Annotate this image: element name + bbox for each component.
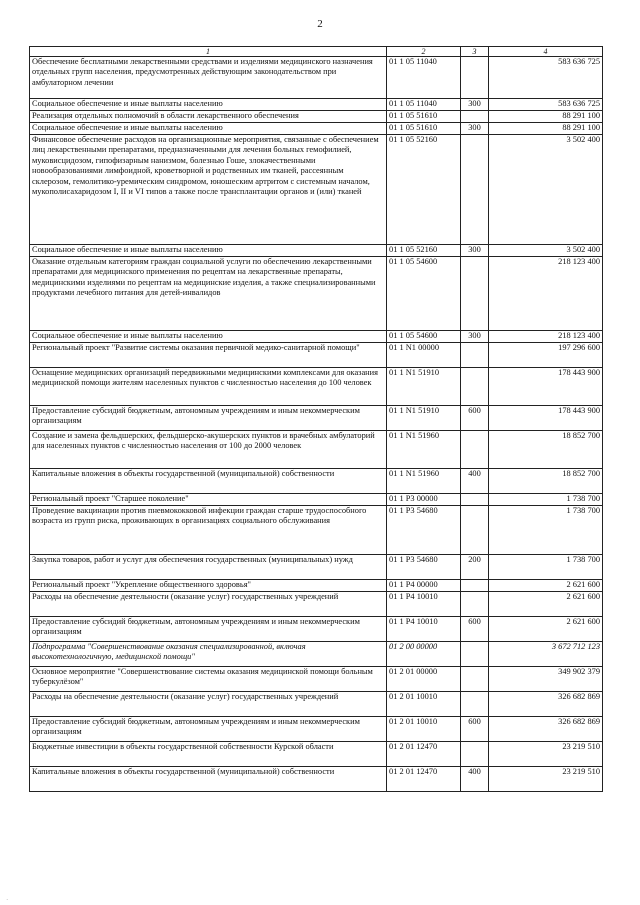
row-amount-cell: 3 502 400 xyxy=(489,135,603,245)
row-name-cell: Социальное обеспечение и иные выплаты населению xyxy=(30,123,387,135)
table-row xyxy=(30,343,603,368)
row-type-cell xyxy=(461,667,489,692)
table-row xyxy=(30,767,603,792)
row-code-cell: 01 1 P3 00000 xyxy=(387,494,461,506)
row-type-cell: 400 xyxy=(461,469,489,494)
row-code-cell: 01 2 01 00000 xyxy=(387,667,461,692)
row-type-cell: 300 xyxy=(461,123,489,135)
row-name-cell: Предоставление субсидий бюджетным, автономным учреждениям и иным некоммерческим организациям xyxy=(30,617,387,642)
budget-table-body xyxy=(30,47,603,792)
row-name-cell: Предоставление субсидий бюджетным, автономным учреждениям и иным некоммерческим организациям xyxy=(30,717,387,742)
row-code-cell: 01 1 05 54600 xyxy=(387,331,461,343)
row-name-cell: Основное мероприятие "Совершенствование системы оказания медицинской помощи больным туберкулёзом" xyxy=(30,667,387,692)
row-amount-cell: 218 123 400 xyxy=(489,331,603,343)
row-amount-cell: 2 621 600 xyxy=(489,617,603,642)
row-amount-cell: 218 123 400 xyxy=(489,257,603,331)
row-amount-cell: 3 672 712 123 xyxy=(489,642,603,667)
row-amount-cell: 23 219 510 xyxy=(489,742,603,767)
table-row xyxy=(30,717,603,742)
row-type-cell xyxy=(461,642,489,667)
row-name-cell: Бюджетные инвестиции в объекты государственной собственности Курской области xyxy=(30,742,387,767)
table-row xyxy=(30,111,603,123)
row-amount-cell: 18 852 700 xyxy=(489,431,603,469)
row-amount-cell: 88 291 100 xyxy=(489,123,603,135)
row-type-cell: 600 xyxy=(461,617,489,642)
budget-table xyxy=(29,46,603,792)
row-name-cell: Обеспечение бесплатными лекарственными средствами и изделиями медицинского назначения отдельных групп населения, предусмотренных действующим законодательством при амбулаторном лечении xyxy=(30,57,387,99)
row-code-cell: 01 1 05 54600 xyxy=(387,257,461,331)
row-amount-cell: 583 636 725 xyxy=(489,99,603,111)
row-code-cell: 01 1 P3 54680 xyxy=(387,506,461,555)
row-name-cell: Региональный проект "Старшее поколение" xyxy=(30,494,387,506)
page-number: 2 xyxy=(317,18,323,30)
row-name-cell: Реализация отдельных полномочий в области лекарственного обеспечения xyxy=(30,111,387,123)
row-amount-cell: 2 621 600 xyxy=(489,580,603,592)
row-type-cell xyxy=(461,494,489,506)
row-type-cell: 300 xyxy=(461,99,489,111)
row-code-cell: 01 1 N1 51910 xyxy=(387,368,461,406)
row-type-cell: 600 xyxy=(461,406,489,431)
row-amount-cell: 197 296 600 xyxy=(489,343,603,368)
table-row xyxy=(30,555,603,580)
row-name-cell: Проведение вакцинации против пневмококковой инфекции граждан старше трудоспособного возраста из групп риска, проживающих в организациях социального обслуживания xyxy=(30,506,387,555)
row-code-cell: 01 1 05 52160 xyxy=(387,245,461,257)
row-type-cell: 200 xyxy=(461,555,489,580)
row-amount-cell: 1 738 700 xyxy=(489,506,603,555)
header-col-2: 2 xyxy=(387,47,461,57)
row-type-cell xyxy=(461,431,489,469)
table-row xyxy=(30,123,603,135)
header-col-4: 4 xyxy=(489,47,603,57)
row-amount-cell: 1 738 700 xyxy=(489,555,603,580)
table-row xyxy=(30,368,603,406)
row-name-cell: Закупка товаров, работ и услуг для обеспечения государственных (муниципальных) нужд xyxy=(30,555,387,580)
row-amount-cell: 178 443 900 xyxy=(489,406,603,431)
row-code-cell: 01 1 05 51610 xyxy=(387,123,461,135)
table-row xyxy=(30,135,603,245)
table-row xyxy=(30,667,603,692)
row-name-cell: Социальное обеспечение и иные выплаты населению xyxy=(30,99,387,111)
row-name-cell: Финансовое обеспечение расходов на организационные мероприятия, связанные с обеспечением лиц лекарственными препаратами, предназначенными для лечения больных гемофилией, муковисцидозом, гипофизарным нанизмом, болезнью Гоше, злокачественными новообразованиями лимфоидной, кроветворной и родственных им тканей, рассеянным склерозом, гемолитико-уремическим синдромом, юношеским артритом с системным началом, мукополисахаридозом I, II и VI типов а также после трансплантации органов и (или) тканей xyxy=(30,135,387,245)
row-amount-cell: 88 291 100 xyxy=(489,111,603,123)
row-type-cell: 400 xyxy=(461,767,489,792)
table-row xyxy=(30,642,603,667)
row-name-cell: Оказание отдельным категориям граждан социальной услуги по обеспечению лекарственными препаратами для медицинского применения по рецептам на лекарственные препараты, медицинскими изделиями по рецептам на медицинские изделия, а также специализированными продуктами лечебного питания для детей-инвалидов xyxy=(30,257,387,331)
row-code-cell: 01 1 P4 00000 xyxy=(387,580,461,592)
row-code-cell: 01 1 05 51610 xyxy=(387,111,461,123)
row-type-cell: 300 xyxy=(461,245,489,257)
table-row xyxy=(30,245,603,257)
row-amount-cell: 326 682 869 xyxy=(489,692,603,717)
row-name-cell: Подпрограмма "Совершенствование оказания специализированной, включая высокотехнологичную, медицинской помощи" xyxy=(30,642,387,667)
table-row xyxy=(30,331,603,343)
row-name-cell: Капитальные вложения в объекты государственной (муниципальной) собственности xyxy=(30,469,387,494)
row-code-cell: 01 2 01 10010 xyxy=(387,717,461,742)
row-code-cell: 01 1 05 52160 xyxy=(387,135,461,245)
row-type-cell xyxy=(461,742,489,767)
row-code-cell: 01 1 05 11040 xyxy=(387,57,461,99)
row-code-cell: 01 1 N1 00000 xyxy=(387,343,461,368)
row-name-cell: Социальное обеспечение и иные выплаты населению xyxy=(30,245,387,257)
table-row xyxy=(30,57,603,99)
row-name-cell: Капитальные вложения в объекты государственной (муниципальной) собственности xyxy=(30,767,387,792)
table-header-row xyxy=(30,47,603,57)
row-type-cell xyxy=(461,368,489,406)
row-amount-cell: 583 636 725 xyxy=(489,57,603,99)
row-code-cell: 01 1 P4 10010 xyxy=(387,617,461,642)
table-row xyxy=(30,494,603,506)
row-amount-cell: 18 852 700 xyxy=(489,469,603,494)
row-code-cell: 01 1 N1 51910 xyxy=(387,406,461,431)
row-amount-cell: 178 443 900 xyxy=(489,368,603,406)
row-amount-cell: 3 502 400 xyxy=(489,245,603,257)
row-type-cell: 600 xyxy=(461,717,489,742)
row-type-cell xyxy=(461,57,489,99)
row-name-cell: Расходы на обеспечение деятельности (оказание услуг) государственных учреждений xyxy=(30,592,387,617)
row-name-cell: Региональный проект "Развитие системы оказания первичной медико-санитарной помощи" xyxy=(30,343,387,368)
row-type-cell xyxy=(461,506,489,555)
row-type-cell xyxy=(461,111,489,123)
table-row xyxy=(30,506,603,555)
row-type-cell xyxy=(461,343,489,368)
row-amount-cell: 349 902 379 xyxy=(489,667,603,692)
row-type-cell xyxy=(461,592,489,617)
row-name-cell: Создание и замена фельдшерских, фельдшерско-акушерских пунктов и врачебных амбулаторий для населенных пунктов с численностью населения от 100 до 2000 человек xyxy=(30,431,387,469)
table-row xyxy=(30,692,603,717)
row-amount-cell: 1 738 700 xyxy=(489,494,603,506)
row-code-cell: 01 1 P4 10010 xyxy=(387,592,461,617)
row-code-cell: 01 1 N1 51960 xyxy=(387,431,461,469)
table-row xyxy=(30,469,603,494)
row-amount-cell: 23 219 510 xyxy=(489,767,603,792)
row-code-cell: 01 1 N1 51960 xyxy=(387,469,461,494)
row-code-cell: 01 1 P3 54680 xyxy=(387,555,461,580)
table-row xyxy=(30,592,603,617)
table-row xyxy=(30,406,603,431)
row-name-cell: Предоставление субсидий бюджетным, автономным учреждениям и иным некоммерческим организациям xyxy=(30,406,387,431)
table-row xyxy=(30,257,603,331)
header-col-1: 1 xyxy=(30,47,387,57)
row-type-cell xyxy=(461,692,489,717)
row-type-cell xyxy=(461,580,489,592)
table-row xyxy=(30,617,603,642)
row-code-cell: 01 2 01 10010 xyxy=(387,692,461,717)
row-code-cell: 01 2 00 00000 xyxy=(387,642,461,667)
row-code-cell: 01 2 01 12470 xyxy=(387,767,461,792)
row-name-cell: Оснащение медицинских организаций передвижными медицинскими комплексами для оказания медицинской помощи жителям населенных пунктов с численностью населения до 100 человек xyxy=(30,368,387,406)
scan-mark: · xyxy=(6,896,9,904)
header-col-3: 3 xyxy=(461,47,489,57)
row-name-cell: Социальное обеспечение и иные выплаты населению xyxy=(30,331,387,343)
row-code-cell: 01 1 05 11040 xyxy=(387,99,461,111)
row-code-cell: 01 2 01 12470 xyxy=(387,742,461,767)
table-row xyxy=(30,99,603,111)
table-row xyxy=(30,742,603,767)
row-type-cell: 300 xyxy=(461,331,489,343)
table-row xyxy=(30,580,603,592)
row-name-cell: Региональный проект "Укрепление общественного здоровья" xyxy=(30,580,387,592)
row-type-cell xyxy=(461,257,489,331)
row-type-cell xyxy=(461,135,489,245)
row-amount-cell: 2 621 600 xyxy=(489,592,603,617)
row-amount-cell: 326 682 869 xyxy=(489,717,603,742)
table-row xyxy=(30,431,603,469)
row-name-cell: Расходы на обеспечение деятельности (оказание услуг) государственных учреждений xyxy=(30,692,387,717)
